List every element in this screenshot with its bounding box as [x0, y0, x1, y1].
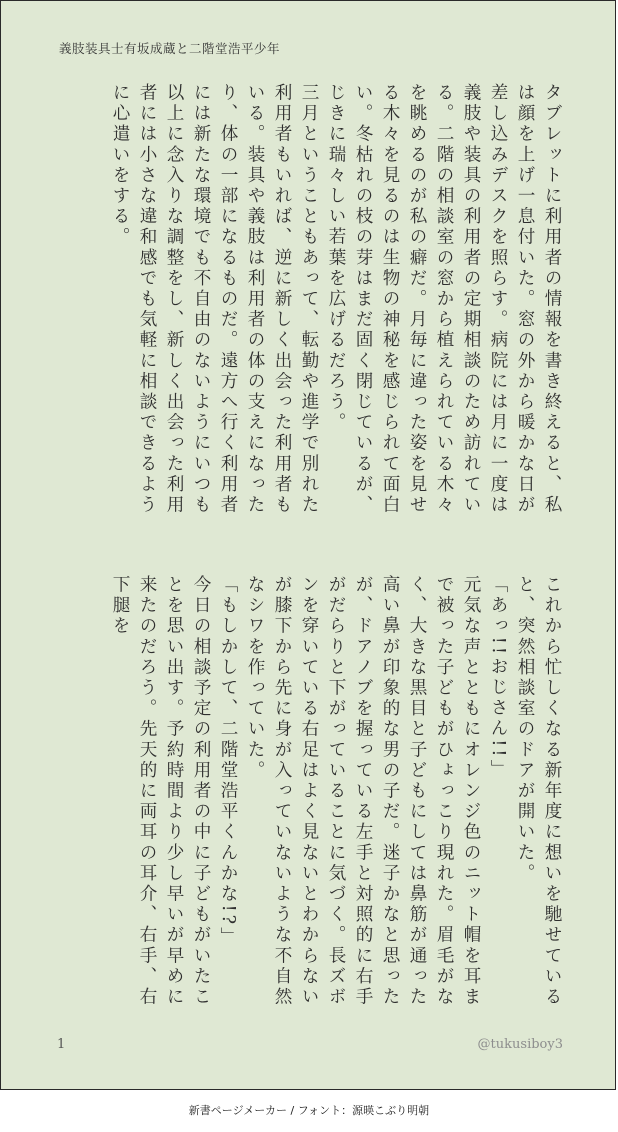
dialogue-line: 「あっ!!おじさん!!」	[488, 575, 508, 781]
paragraph: これから忙しくなる新年度に想いを馳せていると、突然相談室のドアが開いた。	[515, 575, 562, 1008]
generator-caption: 新書ページメーカー / フォント：源暎こぶり明朝	[188, 1104, 430, 1117]
text-block-upper	[45, 83, 565, 523]
page-title: 義肢装具士有坂成蔵と二階堂浩平少年	[59, 41, 281, 56]
paragraph: タブレットに利用者の情報を書き終えると、私は顔を上げ一息付いた。窓の外から暖かな日が差し込みデスクを照らす。病院には月に一度は義肢や装具の利用者の定期相談のため訪れている。二階の相談室の窓から植えられている木々を眺めるのが私の癖だ。月毎に違った姿を見せる木々を見るのは生物の神秘を感じられて面白い。冬枯れの枝の芽はまだ固く閉じているが、じきに瑞々しい若葉を広げるだろう。	[326, 83, 562, 516]
text-block-lower	[45, 575, 565, 1015]
page-number: 1	[57, 1037, 66, 1052]
paragraph: 元気な声とともにオレンジ色のニット帽を耳まで被った子どもがひょっこり現れた。眉毛がなく、大きな黒目と子どもにしては鼻筋が通った高い鼻が印象的な男の子だ。迷子かなと思ったが、ドアノブを握っている左手と対照的に右手がだらりと下がっていることに気づく。長ズボンを穿いている右足はよく見ないとわからないが膝下から先に身が入っていないような不自然なシワを作っていた。	[245, 575, 481, 1008]
dialogue-line: 「もしかして、二階堂浩平くんかな!?」	[218, 575, 238, 948]
author-handle: @tukusiboy3	[477, 1037, 563, 1052]
paragraph: 今日の相談予定の利用者の中に子どもがいたことを思い出す。予約時間より少し早いが早めに来たのだろう。先天的に両耳の耳介、右手、右下腿を	[110, 575, 211, 1008]
paragraph: 三月ということもあって、転勤や進学で別れた利用者もいれば、逆に新しく出会った利用者もいる。装具や義肢は利用者の体の支えになったり、体の一部になるものだ。遠方へ行く利用者には新たな環境でも不自由のないようにいつも以上に念入りな調整をし、新しく出会った利用者には小さな違和感でも気軽に相談できるように心遣いをする。	[110, 83, 319, 516]
